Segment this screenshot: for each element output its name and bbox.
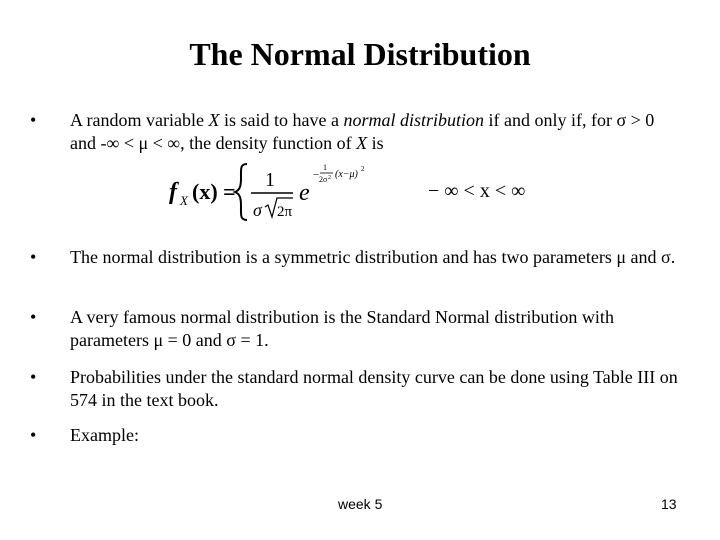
bullet-probabilities [30,366,680,412]
bullet-marker: • [30,247,37,267]
bullet-symmetric [30,246,680,269]
bullet-text: Example: [70,425,139,445]
exponent-tail-power: 2 [361,165,365,173]
variable-x: X [356,133,368,153]
bullet-marker: • [30,367,37,387]
exponent-numerator: 1 [323,163,327,172]
bullet-text: A very famous normal distribution is the Standard Normal distribution with parameters μ = 0 and σ = 1. [70,307,614,350]
term-normal-distribution: normal distribution [343,110,484,130]
bullet-text [70,109,680,155]
formula-domain: − ∞ < x < ∞ [428,180,525,202]
bullet-standard-normal [30,306,680,352]
bullet-density-definition [30,109,680,155]
formula-arg: (x) = [192,179,236,204]
formula-sigma: σ [253,200,262,220]
formula-e: e [299,180,310,206]
bullet-marker: • [30,110,37,130]
text-run: A random variable [70,110,209,130]
formula-subscript-x: X [180,193,188,208]
text-run: if and only if, for σ > 0 and -∞ < μ < ∞, the density function of [70,110,655,153]
normal-density-formula [165,160,525,224]
slide-title: The Normal Distribution [189,36,531,72]
formula-two-pi: 2π [277,204,293,220]
footer-week-label: week 5 [338,496,383,512]
exponent-minus: − [313,169,320,181]
exponent-tail: (x−μ) [335,169,358,180]
text-run: is [367,133,384,153]
bullet-marker: • [30,307,37,327]
left-brace [235,164,247,220]
bullet-marker: • [30,425,37,445]
exponent-denominator: 2σ [319,175,328,184]
formula-f: f [169,179,177,205]
text-run: is said to have a [219,110,344,130]
bullet-text: The normal distribution is a symmetric distribution and has two parameters μ and σ. [70,247,676,267]
bullet-example [30,424,680,447]
formula-numerator: 1 [265,169,275,191]
footer-page-number: 13 [661,496,677,512]
bullet-text: Probabilities under the standard normal density curve can be done using Table III on 574 in the text book. [70,367,678,410]
variable-x: X [208,110,220,130]
exponent-denominator-power: 2 [328,175,331,181]
